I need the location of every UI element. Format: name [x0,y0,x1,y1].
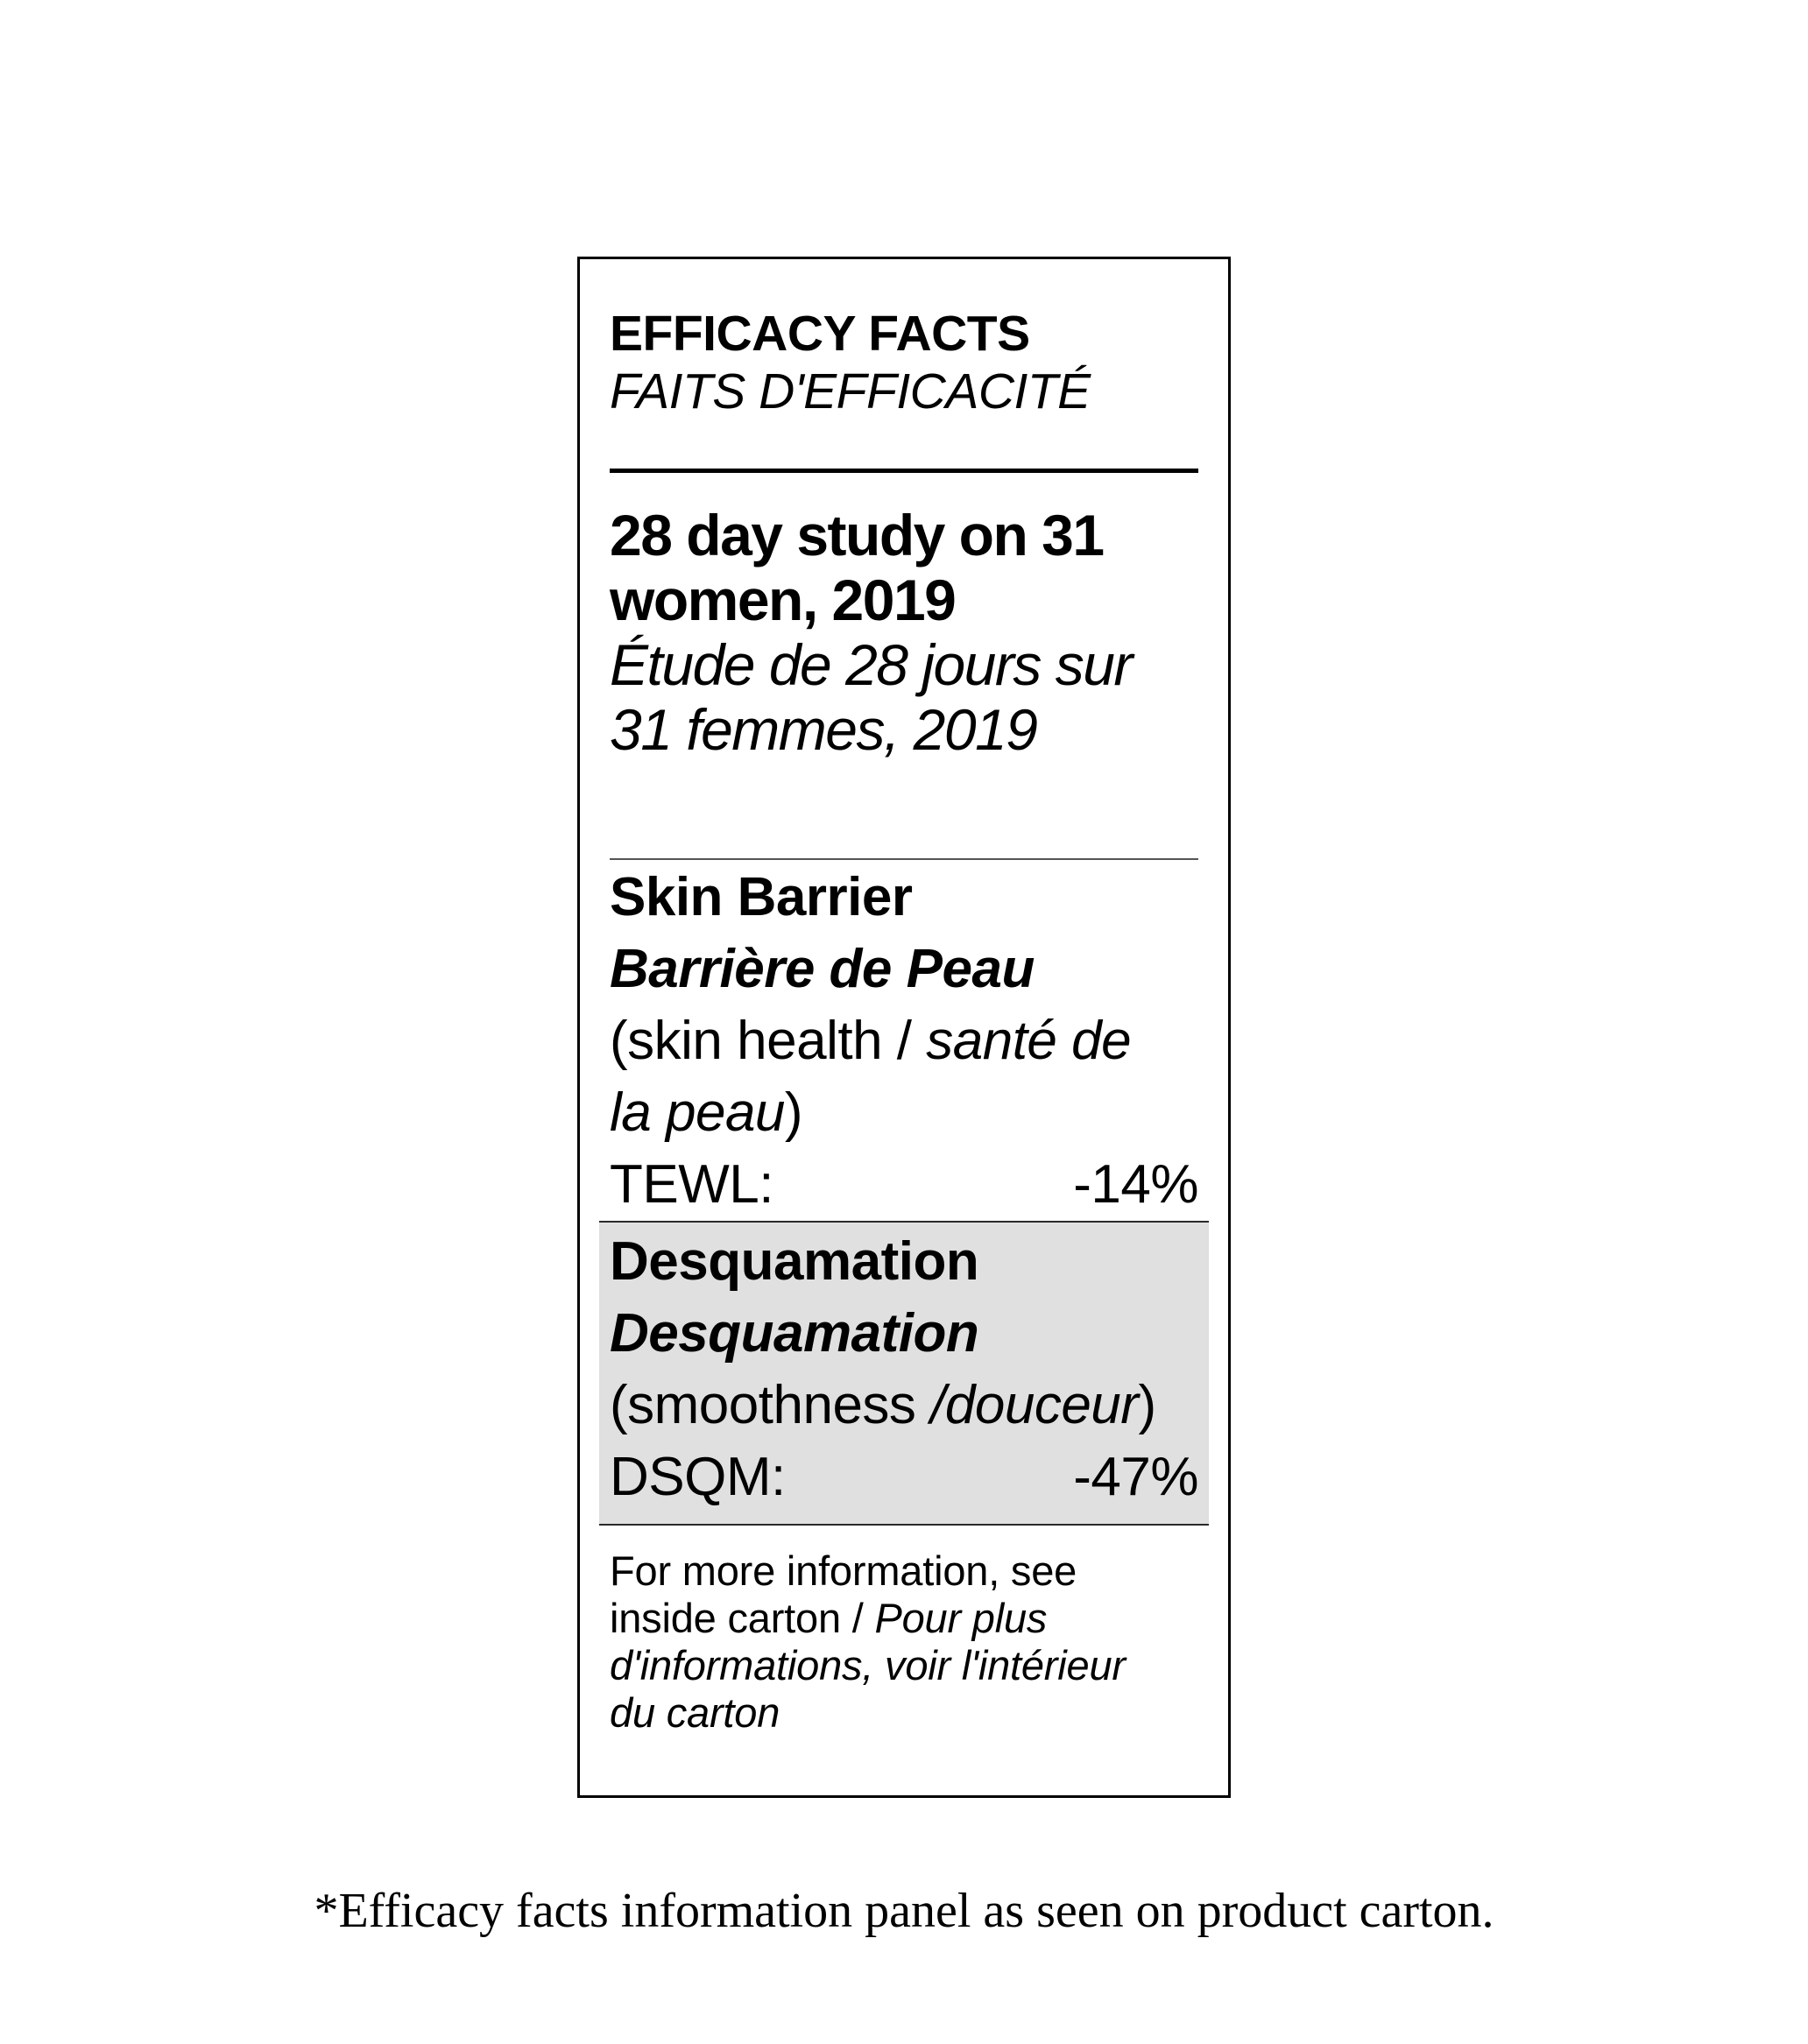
more-info-note [610,1547,1198,1737]
desquamation-desc-line [610,1370,1198,1441]
more-info-line4: du carton [610,1689,780,1736]
skin-barrier-heading-en: Skin Barrier [610,867,913,927]
desquamation-heading-fr: Desquamation [610,1303,979,1364]
more-info-line2-en: inside carton / [610,1595,875,1641]
skin-barrier-desc-fr-part2: la peau [610,1082,785,1143]
study-block [610,503,1198,762]
more-info-line2 [610,1595,1198,1642]
tewl-label: TEWL: [610,1154,773,1215]
desquamation-heading-en: Desquamation [610,1231,979,1292]
desquamation-desc-fr: /douceur [930,1375,1139,1435]
study-heading-fr-line1: Étude de 28 jours sur [610,632,1132,697]
dsqm-metric-row [610,1441,1198,1513]
dsqm-label: DSQM: [610,1447,786,1507]
skin-barrier-desc-line1 [610,1005,1198,1077]
panel-header [610,305,1198,420]
efficacy-facts-panel [577,257,1231,1798]
study-heading-en-line1: 28 day study on 31 [610,503,1104,567]
study-heading-fr-line2: 31 femmes, 2019 [610,697,1037,762]
desquamation-desc-close-paren: ) [1138,1375,1156,1435]
skin-barrier-heading-fr: Barrière de Peau [610,939,1035,999]
more-info-line1: For more information, see [610,1547,1077,1594]
more-info-line3: d'informations, voir l'intérieur [610,1642,1126,1688]
skin-barrier-desc-close-paren: ) [784,1082,803,1143]
panel-title-fr: FAITS D'EFFICACITÉ [610,363,1091,419]
skin-barrier-desc-en: (skin health / [610,1011,927,1071]
skin-barrier-section [610,862,1198,1221]
desquamation-block [599,1221,1209,1526]
skin-barrier-desc-line2 [610,1077,1198,1149]
skin-barrier-desc-fr-part1: santé de [926,1011,1132,1071]
panel-title-en: EFFICACY FACTS [610,306,1030,362]
more-info-line2-fr: Pour plus [874,1595,1048,1641]
thick-divider [610,469,1198,473]
tewl-value: -14% [1073,1154,1198,1215]
dsqm-value: -47% [1073,1447,1198,1507]
desquamation-desc-en: (smoothness [610,1375,931,1435]
thin-divider [610,858,1198,860]
study-heading-en-line2: women, 2019 [610,567,956,632]
image-caption: *Efficacy facts information panel as seen on product carton. [314,1884,1494,1938]
tewl-metric-row [610,1149,1198,1221]
